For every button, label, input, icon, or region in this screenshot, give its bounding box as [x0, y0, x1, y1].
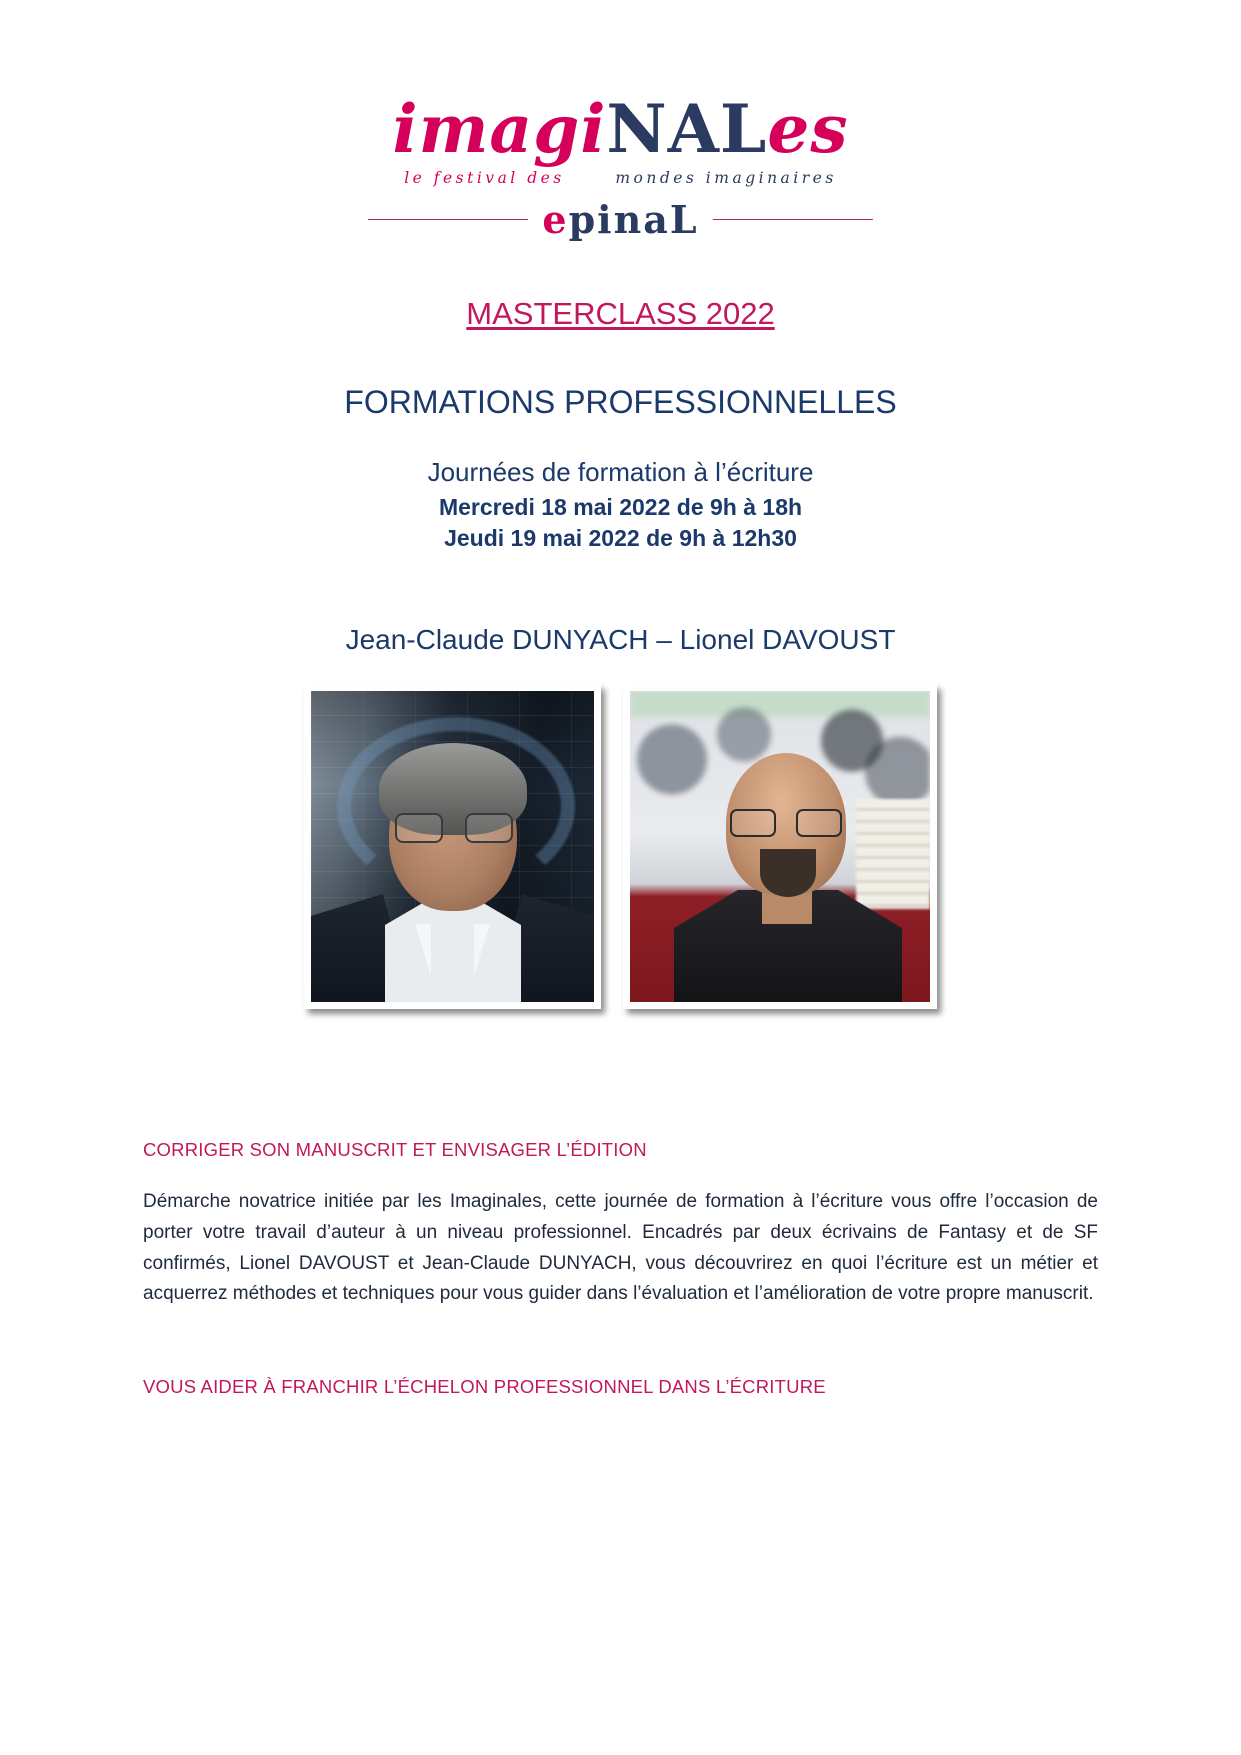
journees-subtitle: Journées de formation à l’écriture — [427, 457, 814, 487]
portrait-frame-davoust — [623, 684, 937, 1009]
beard — [760, 849, 816, 897]
date-line-2: Jeudi 19 mai 2022 de 9h à 12h30 — [444, 525, 797, 551]
section-body-corriger: Démarche novatrice initiée par les Imaginales, cette journée de formation à l’écriture vous offre l’occasion de porter votre travail d’auteur à un niveau professionnel. Encadrés par deux écrivains de Fantasy et de SF confirmés, Lionel DAVOUST et Jean-Claude DUNYACH, vous découvrirez en quoi l’écriture est un métier et acquerrez méthodes et techniques pour vous guider dans l’évaluation et l’amélioration de votre propre manuscrit. — [143, 1191, 1098, 1305]
date-line-1: Mercredi 18 mai 2022 de 9h à 18h — [438, 494, 803, 520]
portrait-frame-dunyach — [304, 684, 601, 1009]
collar-right — [474, 924, 490, 976]
logo-tagline-right: mondes imaginaires — [615, 169, 837, 187]
glasses-icon — [730, 809, 842, 833]
logo-city-row — [143, 197, 1098, 242]
logo-city — [542, 197, 698, 242]
glasses-icon — [395, 813, 513, 839]
speakers-line: Jean-Claude DUNYACH – Lionel DAVOUST — [345, 624, 896, 655]
portrait-photo-dunyach — [311, 691, 594, 1002]
logo-tagline — [143, 169, 1098, 187]
logo-word-mag: mag — [418, 90, 581, 168]
logo-word-es: es — [767, 90, 849, 168]
portrait-gallery — [143, 684, 1098, 1009]
imaginales-logo — [143, 0, 1098, 242]
collar-left — [415, 924, 431, 976]
logo-word-nal: NAL — [606, 90, 768, 168]
logo-rule-left — [368, 219, 528, 221]
book-stack — [856, 799, 930, 909]
formations-title: FORMATIONS PROFESSIONNELLES — [344, 384, 897, 420]
section-title-echelon: VOUS AIDER À FRANCHIR L’ÉCHELON PROFESSIONNEL DANS L’ÉCRITURE — [143, 1376, 826, 1398]
logo-city-rest: pinaL — [568, 197, 699, 242]
logo-city-initial: e — [542, 197, 569, 242]
shirt — [385, 898, 521, 1002]
logo-word-i2: i — [580, 90, 607, 168]
logo-word-i: i — [392, 90, 419, 168]
portrait-photo-davoust — [630, 691, 930, 1002]
logo-tagline-left: le festival des — [404, 169, 565, 187]
logo-rule-right — [713, 219, 873, 221]
logo-wordmark — [143, 90, 1098, 168]
section-title-corriger: CORRIGER SON MANUSCRIT ET ENVISAGER L’ÉDITION — [143, 1139, 647, 1160]
masterclass-title: MASTERCLASS 2022 — [466, 296, 775, 331]
